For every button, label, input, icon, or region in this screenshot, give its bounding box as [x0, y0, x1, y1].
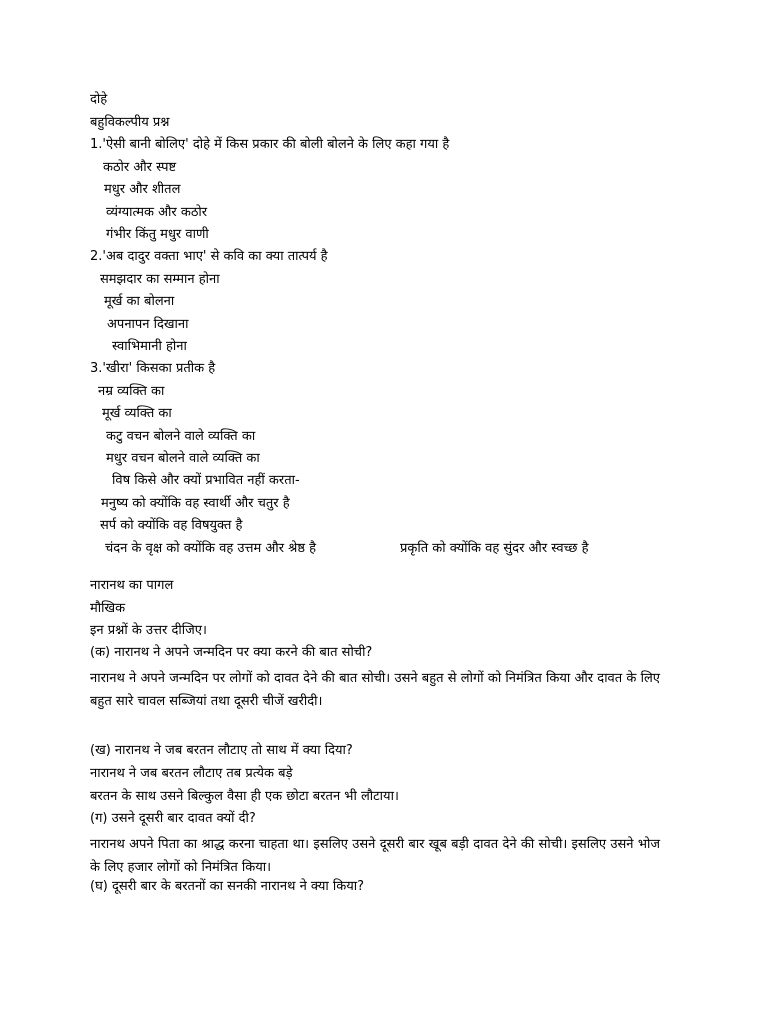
answer-ga: नारानथ अपने पिता का श्राद्ध करना चाहता था। इसलिए उसने दूसरी बार खूब बड़ी दावत देने की सोची। इसलिए उसने भोज के लिए हजार लोगों को निमंत्रित किया। [90, 837, 660, 875]
answer-kha-line-2: बरतन के साथ उसने बिल्कुल वैसा ही एक छोटा बरतन भी लौटाया। [90, 789, 399, 804]
answer-ka: नारानथ ने अपने जन्मदिन पर लोगों को दावत देने की बात सोची। उसने बहुत से लोगों को निमंत्रित किया और दावत के लिए बहुत सारे चावल सब्जियां तथा दूसरी चीजें खरीदी। [90, 671, 660, 709]
option-3d: मधुर वचन बोलने वाले व्यक्ति का [106, 451, 260, 466]
question-1: 1.'ऐसी बानी बोलिए' दोहे में किस प्रकार की बोली बोलने के लिए कहा गया है [90, 137, 450, 152]
option-4b: सर्प को क्योंकि वह विषयुक्त है [100, 518, 243, 533]
question-ga: (ग) उसने दूसरी बार दावत क्यों दी? [90, 811, 256, 826]
option-4c: चंदन के वृक्ष को क्योंकि वह उत्तम और श्रेष्ठ है [105, 541, 317, 556]
option-1d: गंभीर किंतु मधुर वाणी [106, 227, 209, 242]
question-3: 3.'खीरा' किसका प्रतीक है [90, 361, 216, 376]
question-ka: (क) नारानथ ने अपने जन्मदिन पर क्या करने की बात सोची? [90, 645, 373, 660]
option-4d: प्रकृति को क्योंकि वह सुंदर और स्वच्छ है [400, 541, 589, 556]
option-2c: अपनापन दिखाना [107, 317, 189, 332]
option-3a: नम्र व्यक्ति का [98, 384, 165, 399]
option-1b: मधुर और शीतल [104, 182, 181, 197]
question-4: विष किसे और क्यों प्रभावित नहीं करता- [112, 473, 300, 488]
option-2b: मूर्ख का बोलना [104, 294, 175, 309]
answer-kha-line-1: नारानथ ने जब बरतन लौटाए तब प्रत्येक बड़े [90, 766, 293, 781]
option-3b: मूर्ख व्यक्ति का [102, 406, 172, 421]
section-subtitle: मौखिक [90, 601, 126, 616]
section-subtitle: बहुविकल्पीय प्रश्न [90, 115, 170, 130]
section-title: नारानथ का पागल [90, 578, 174, 593]
question-gha: (घ) दूसरी बार के बरतनों का सनकी नारानथ ने क्या किया? [90, 879, 365, 894]
option-1c: व्यंग्यात्मक और कठोर [106, 205, 208, 220]
instruction-text: इन प्रश्नों के उत्तर दीजिए। [90, 623, 207, 638]
option-3c: कटु वचन बोलने वाले व्यक्ति का [106, 429, 256, 444]
question-2: 2.'अब दादुर वक्ता भाए' से कवि का क्या तात्पर्य है [90, 249, 328, 264]
option-1a: कठोर और स्पष्ट [103, 160, 177, 175]
option-4a: मनुष्य को क्योंकि वह स्वार्थी और चतुर है [101, 496, 290, 511]
question-kha: (ख) नारानथ ने जब बरतन लौटाए तो साथ में क्या दिया? [90, 743, 353, 758]
option-2d: स्वाभिमानी होना [112, 339, 187, 354]
option-2a: समझदार का सम्मान होना [100, 272, 220, 287]
section-title: दोहे [90, 92, 108, 107]
